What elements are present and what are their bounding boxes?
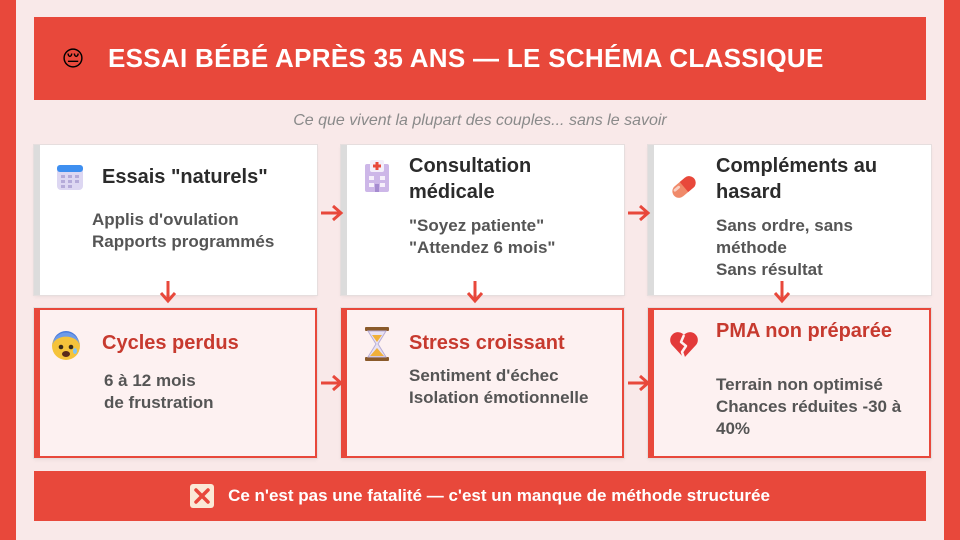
hospital-icon [361, 161, 393, 193]
card-line: Sentiment d'échec [409, 366, 559, 385]
arrow-right-icon [319, 373, 345, 393]
arrow-right-icon [319, 203, 345, 223]
arrow-down-icon [465, 279, 485, 305]
card-line: "Soyez patiente" [409, 216, 545, 235]
card-line: Chances réduites -30 à 40% [716, 397, 902, 438]
calendar-icon [54, 161, 86, 193]
footer-banner [34, 471, 926, 521]
card-title: PMA non préparée [716, 320, 892, 342]
card-body [409, 215, 614, 259]
card-body [92, 209, 307, 253]
card-line: "Attendez 6 mois" [409, 238, 556, 257]
arrow-right-icon [626, 373, 652, 393]
page-title: ESSAI BÉBÉ APRÈS 35 ANS — LE SCHÉMA CLASSIQUE [108, 43, 824, 73]
left-accent-bar [0, 0, 16, 540]
card-title: Compléments au hasard [716, 155, 878, 203]
broken-heart-icon [668, 328, 700, 360]
card-line: 6 à 12 mois [104, 371, 196, 390]
card-title: Stress croissant [409, 332, 565, 354]
card-body [104, 370, 305, 414]
card-line: Isolation émotionnelle [409, 388, 589, 407]
card-body [716, 215, 921, 281]
card-line: de frustration [104, 393, 214, 412]
card-stress-croissant [341, 308, 624, 458]
right-accent-bar [944, 0, 960, 540]
card-consultation-medicale [341, 145, 624, 295]
card-complements-hasard [648, 145, 931, 295]
page-subtitle: Ce que vivent la plupart des couples... sans le savoir [293, 112, 667, 129]
anxious-face-icon [50, 330, 82, 362]
card-line: Terrain non optimisé [716, 375, 883, 394]
pill-icon [668, 171, 700, 203]
card-line: Sans ordre, sans méthode [716, 216, 854, 257]
pensive-face-icon: 😔 [61, 45, 85, 71]
card-cycles-perdus [34, 308, 317, 458]
header-banner [34, 17, 926, 100]
arrow-down-icon [158, 279, 178, 305]
card-line: Applis d'ovulation [92, 210, 239, 229]
card-body [716, 374, 919, 440]
cross-icon [190, 484, 214, 508]
card-line: Sans résultat [716, 260, 823, 279]
card-title: Cycles perdus [102, 332, 239, 354]
card-body [409, 365, 612, 409]
card-essais-naturels [34, 145, 317, 295]
hourglass-icon [361, 328, 393, 360]
card-title: Consultation médicale [409, 155, 532, 203]
footer-message: Ce n'est pas une fatalité — c'est un manque de méthode structurée [228, 486, 770, 505]
card-title: Essais "naturels" [102, 166, 268, 188]
arrow-down-icon [772, 279, 792, 305]
card-line: Rapports programmés [92, 232, 275, 251]
arrow-right-icon [626, 203, 652, 223]
card-pma-non-preparee [648, 308, 931, 458]
